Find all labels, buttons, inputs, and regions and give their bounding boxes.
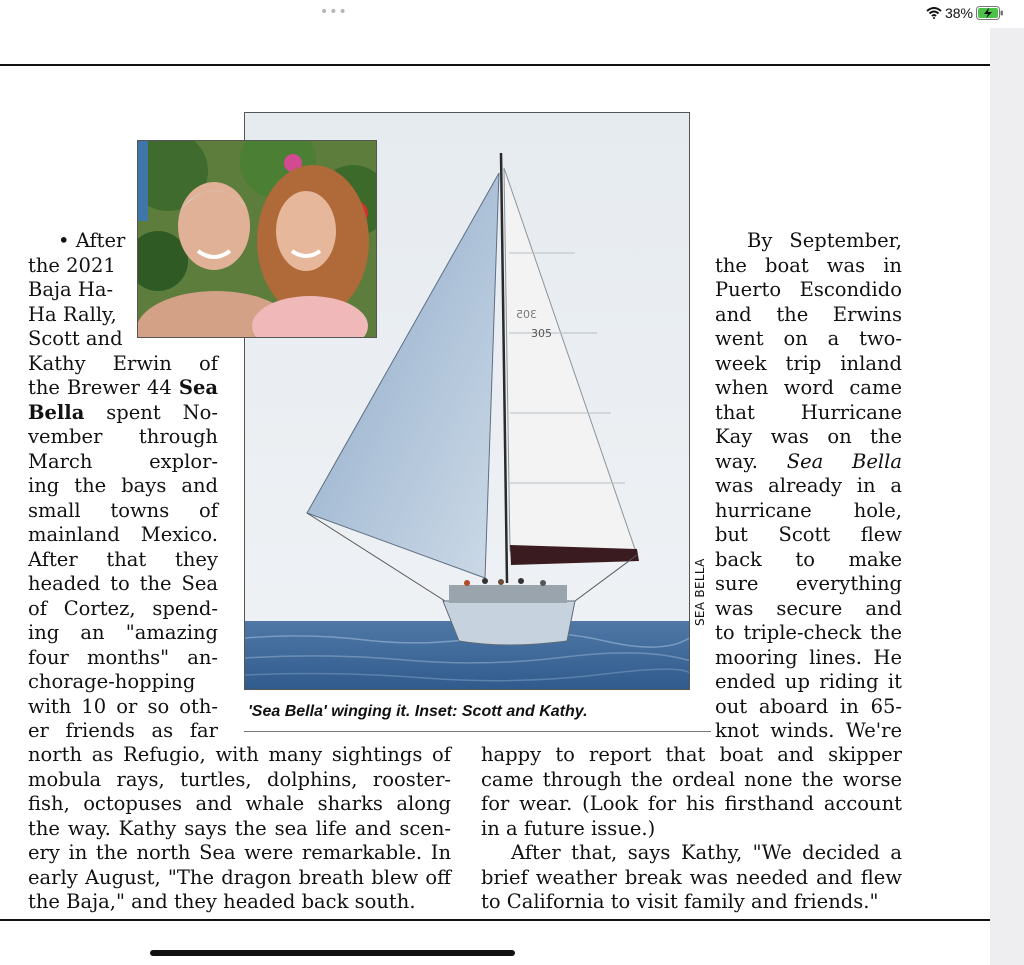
text-line: the way. Kathy says the sea life and scen-: [28, 816, 451, 840]
wifi-icon: [926, 7, 942, 19]
text-line: when word came: [715, 376, 902, 399]
text-line: early August, "The dragon breath blew off: [28, 865, 451, 889]
text-line: ing the bays and: [28, 474, 218, 497]
text-line: • After: [58, 229, 126, 252]
text-line: mainland Mexico.: [28, 523, 218, 546]
text-line: the 2021: [28, 253, 116, 277]
text-line: happy to report that boat and skipper: [481, 743, 902, 766]
text-line: four months" an-: [28, 645, 218, 669]
text-line: vember through: [28, 425, 218, 448]
text-line: the boat was in: [715, 253, 902, 277]
top-rule: [0, 64, 990, 66]
text-line: By September,: [747, 229, 902, 252]
text-line: the Baja," and they headed back south.: [28, 890, 416, 913]
text-line: mooring lines. He: [715, 645, 902, 669]
text-line: knot winds. We're: [715, 719, 902, 742]
text-line: the Brewer 44 Sea: [28, 376, 218, 399]
scrollbar-track[interactable]: [990, 28, 1024, 965]
inset-photo: [137, 140, 377, 338]
text-line: went on a two-: [715, 327, 902, 350]
text-line: hurricane hole,: [715, 498, 902, 522]
text-line: ended up riding it: [715, 670, 902, 693]
text-line: out aboard in 65-: [715, 694, 902, 718]
text-line: mobula rays, turtles, dolphins, rooster-: [28, 767, 451, 791]
text-line: fish, octopuses and whale sharks along: [28, 792, 451, 815]
text-line: was already in a: [715, 474, 902, 497]
text-line: came through the ordeal none the worse: [481, 767, 902, 791]
battery-charging-icon: [976, 6, 1004, 20]
text-line: that Hurricane: [715, 400, 902, 424]
photo-caption: 'Sea Bella' winging it. Inset: Scott and Kathy.: [248, 703, 588, 720]
status-indicators: [926, 5, 1004, 21]
text-line: north as Refugio, with many sightings of: [28, 743, 451, 766]
battery-percent: 38%: [944, 5, 973, 21]
text-line: Kathy Erwin of: [28, 351, 218, 375]
text-line: sure everything: [715, 572, 902, 595]
multitasking-dots-icon[interactable]: •••: [320, 4, 348, 20]
text-line: Scott and: [28, 327, 123, 350]
text-line: of Cortez, spend-: [28, 596, 218, 620]
text-line: brief weather break was needed and flew: [481, 865, 902, 889]
sail-number: 305: [531, 327, 552, 340]
text-line: Baja Ha-: [28, 278, 114, 301]
text-line: with 10 or so oth-: [28, 694, 218, 718]
text-line: and the Erwins: [715, 302, 902, 326]
text-line: Ha Rally,: [28, 302, 117, 326]
text-line: ing an "amazing: [28, 621, 218, 644]
text-line: Puerto Escondido: [715, 278, 902, 301]
text-line: week trip inland: [715, 351, 902, 375]
text-line: headed to the Sea: [28, 572, 218, 595]
text-line: way. Sea Bella: [715, 449, 902, 473]
bottom-rule: [0, 919, 990, 921]
text-line: ery in the north Sea were remarkable. In: [28, 841, 451, 864]
text-line: March explor-: [28, 449, 218, 473]
text-line: to triple-check the: [715, 621, 902, 644]
svg-text:305: 305: [516, 308, 537, 321]
text-line: back to make: [715, 547, 902, 571]
caption-rule: [244, 731, 711, 732]
text-line: in a future issue.): [481, 816, 656, 840]
text-line: After that they: [28, 547, 218, 571]
text-line: chorage-hopping: [28, 670, 196, 693]
text-line: for wear. (Look for his firsthand account: [481, 792, 902, 815]
text-line: but Scott flew: [715, 523, 902, 546]
text-line: Kay was on the: [715, 425, 902, 448]
text-line: Bella spent No-: [28, 400, 218, 424]
text-line: small towns of: [28, 498, 218, 522]
status-bar: [0, 0, 1024, 28]
text-line: After that, says Kathy, "We decided a: [511, 841, 902, 864]
text-line: was secure and: [715, 596, 902, 620]
home-indicator[interactable]: [150, 950, 515, 956]
photo-credit: SEA BELLA: [693, 558, 707, 626]
text-line: to California to visit family and friends.": [481, 890, 879, 913]
text-line: er friends as far: [28, 719, 218, 742]
